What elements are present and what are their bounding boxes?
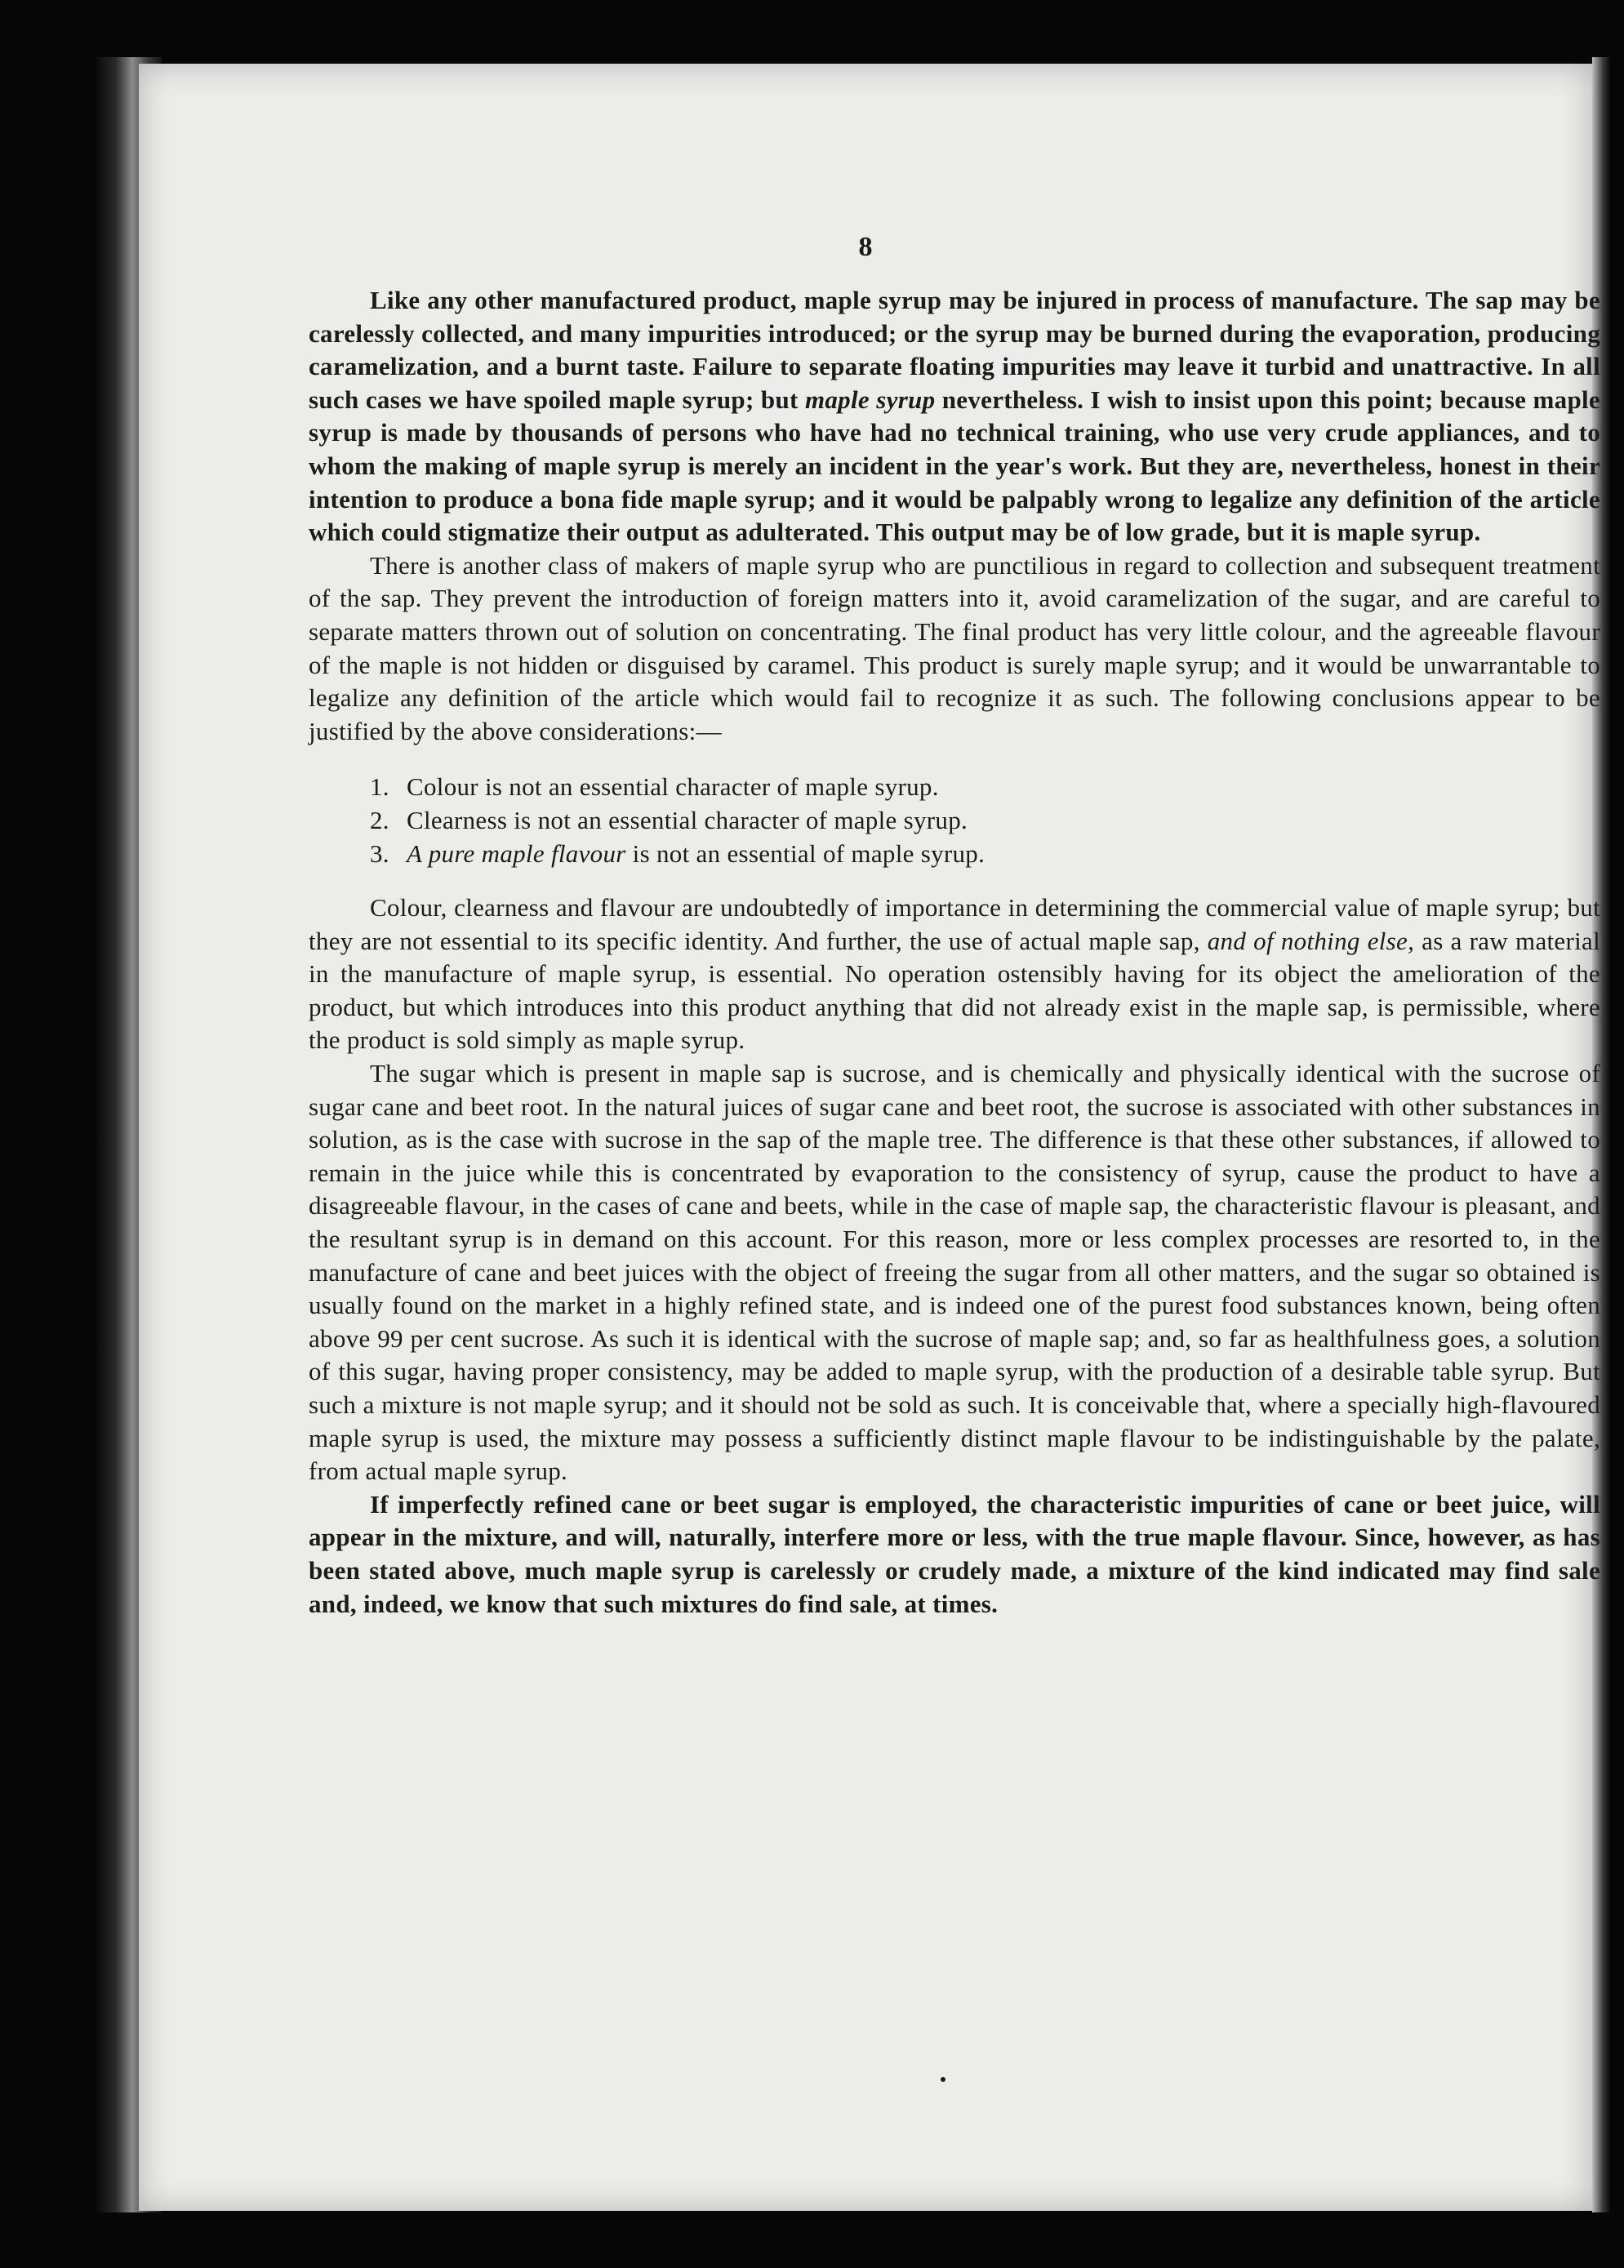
paragraph: There is another class of makers of maple syrup who are punctilious in regard to collection and subsequent treatment of the sap. They prevent the introduction of foreign matters into it, avoid caramelization of the sugar, and are careful to separate matters thrown out of solution on concentrating. The final product has very little colour, and the agreeable flavour of the maple is not hidden or disguised by caramel. This product is surely maple syrup; and it would be unwarrantable to legalize any definition of the article which would fail to recognize it as such. The following conclusions appear to be justified by the above considerations:—: [309, 550, 1600, 745]
emphasis-text: and of nothing else,: [1207, 926, 1415, 955]
document-page: [139, 64, 1600, 2211]
paragraph: Like any other manufactured product, maple syrup may be injured in process of manufacture. The sap may be carelessly collected, and many impurities introduced; or the syrup may be burned during the evaporation, producing caramelization, and a burnt taste. Failure to separate floating impurities may leave it turbid and unattractive. In all such cases we have spoiled maple syrup; but maple syrup nevertheless. I wish to insist upon this point; because maple syrup is made by thousands of persons who have had no technical training, who use very crude appliances, and to whom the making of maple syrup is merely an incident in the year's work. But they are, nevertheless, honest in their intention to produce a bona fide maple syrup; and it would be palpably wrong to legalize any definition of the article which could stigmatize their output as adulterated. This output may be of low grade, but it is maple syrup.: [309, 286, 1600, 547]
body-text: [309, 284, 1600, 1621]
page-number: 8: [858, 232, 873, 262]
emphasis-text: A pure maple flavour: [407, 838, 626, 868]
emphasis-text: maple syrup: [804, 385, 936, 414]
list-item: 2. Clearness is not an essential character of maple syrup.: [370, 805, 968, 834]
ink-speck: [941, 2077, 945, 2082]
list-item: 1. Colour is not an essential character of maple syrup.: [370, 772, 939, 802]
list-item: 3. A pure maple flavour is not an essential of maple syrup.: [370, 838, 986, 868]
conclusions-list: [309, 771, 1600, 870]
paragraph: Colour, clearness and flavour are undoubtedly of importance in determining the commercial value of maple syrup; but they are not essential to its specific identity. And further, the use of actual maple sap, and of nothing else, as a raw material in the manufacture of maple syrup, is essential. No operation ostensibly having for its object the amelioration of the product, but which introduces into this product anything that did not already exist in the maple sap, is permissible, where the product is sold simply as maple syrup.: [309, 893, 1600, 1055]
paragraph: The sugar which is present in maple sap is sucrose, and is chemically and physically identical with the sucrose of sugar cane and beet root. In the natural juices of sugar cane and beet root, the sucrose is associated with other substances in solution, as is the case with sucrose in the sap of the maple tree. The difference is that these other substances, if allowed to remain in the juice while this is concentrated by evaporation to the consistency of syrup, cause the product to have a disagreeable flavour, in the cases of cane and beets, while in the case of maple sap, the characteristic flavour is pleasant, and the resultant syrup is in demand on this account. For this reason, more or less complex processes are resorted to, in the manufacture of cane and beet juices with the object of freeing the sugar from all other matters, and the sugar so obtained is usually found on the market in a highly refined state, and is indeed one of the purest food substances known, being often above 99 per cent sucrose. As such it is identical with the sucrose of maple sap; and, so far as healthfulness goes, a solution of this sugar, having proper consistency, may be added to maple syrup, with the production of a desirable table syrup. But such a mixture is not maple syrup; and it should not be sold as such. It is conceivable that, where a specially high-flavoured maple syrup is used, the mixture may possess a sufficiently distinct maple flavour to be indistinguishable by the palate, from actual maple syrup.: [309, 1059, 1600, 1486]
paragraph: If imperfectly refined cane or beet sugar is employed, the characteristic impurities of cane or beet juice, will appear in the mixture, and will, naturally, interfere more or less, with the true maple flavour. Since, however, as has been stated above, much maple syrup is carelessly or crudely made, a mixture of the kind indicated may find sale and, indeed, we know that such mixtures do find sale, at times.: [309, 1489, 1600, 1618]
